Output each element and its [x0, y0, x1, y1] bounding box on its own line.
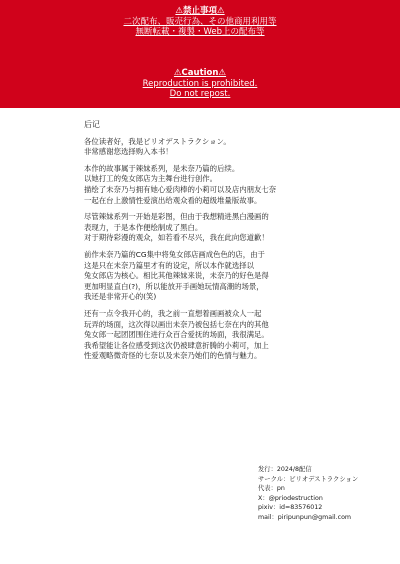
- text-line: 前作未奈乃篇的CG集中将兔女郎店画成色色的店，由于: [84, 249, 265, 259]
- text-line: 一起在台上激情性爱演出给观众看的超级堆量版故事。: [84, 195, 262, 205]
- paragraph-story: [84, 164, 384, 206]
- paragraph-monochrome: [84, 212, 384, 244]
- text-line: 表现力，于是本作便绘制成了黑白。: [84, 222, 203, 232]
- prohibition-notice-jp: [0, 6, 400, 38]
- circle-name: サークル：ピリオデストラクション: [258, 475, 359, 483]
- text-line: 本作的故事属于辣妹系列，是未奈乃篇的后续。: [84, 163, 240, 173]
- text-line: 玩弄的场面，这次得以画出未奈乃被包括七奈在内的其他: [84, 319, 269, 329]
- text-line: 非常感谢您选择购入本书！: [84, 147, 173, 157]
- text-line: 以她打工的兔女郎店为主舞台进行创作。: [84, 174, 218, 184]
- text-line: 尽管辣妹系列一开始是彩图，但由于我想精进黑白漫画的: [84, 212, 269, 222]
- x-handle: X：@priodestruction: [258, 494, 323, 502]
- publish-date: 发行：2024/8配信: [258, 466, 312, 473]
- text-line: 这是只在未奈乃篇里才有的设定，所以本作就选择以: [84, 260, 254, 270]
- text-line: 兔女郎店为核心。相比其他辣妹来说，未奈乃的好色是得: [84, 271, 269, 281]
- text-line: 性爱观略微奇怪的七奈以及未奈乃她们的色情与魅力。: [84, 351, 262, 361]
- warning-banner: [0, 0, 400, 108]
- prohibition-line: 無断転載・複製・Web上の配布等: [135, 27, 265, 37]
- text-line: 我希望能让各位感受到这次仍被肆意折腾的小莉可，加上: [84, 340, 269, 350]
- caution-line: Reproduction is prohibited.: [142, 78, 258, 89]
- text-line: 各位读者好，我是ピリオデストラクション。: [84, 136, 231, 146]
- afterword-heading: 后记: [84, 120, 100, 129]
- colophon: [258, 465, 398, 523]
- caution-title: ⚠Caution⚠: [173, 68, 227, 78]
- caution-notice-en: [0, 68, 400, 100]
- caution-line: Do not repost.: [169, 89, 231, 99]
- prohibition-line: 二次配布、販売行為、その他商用利用等: [123, 16, 277, 27]
- text-line: 我还是非常开心的(笑): [84, 292, 157, 302]
- mail-address: mail：piripunpun@gmail.com: [258, 513, 352, 521]
- text-line: 更加明显直白(?)，所以能放开手画她玩情高潮的场景，: [84, 281, 264, 291]
- afterword: [84, 120, 384, 368]
- paragraph-greeting: [84, 137, 384, 158]
- paragraph-setting: [84, 250, 384, 303]
- text-line: 对于期待彩漫的观众，如若看不尽兴，我在此向您道歉！: [84, 233, 269, 243]
- text-line: 还有一点令我开心的，我之前一直想着画画被众人一起: [84, 308, 262, 318]
- prohibition-title: ⚠禁止事項⚠: [175, 6, 225, 16]
- pixiv-id: pixiv：id=83576012: [258, 504, 323, 512]
- representative: 代表：pn: [258, 485, 285, 493]
- text-line: 兔女郎一起团团围住进行众百合爱抚的场面，我很满足。: [84, 330, 269, 340]
- text-line: 描绘了未奈乃与拥有她心爱肉棒的小莉可以及店内朋友七奈: [84, 184, 277, 194]
- paragraph-closing: [84, 309, 384, 362]
